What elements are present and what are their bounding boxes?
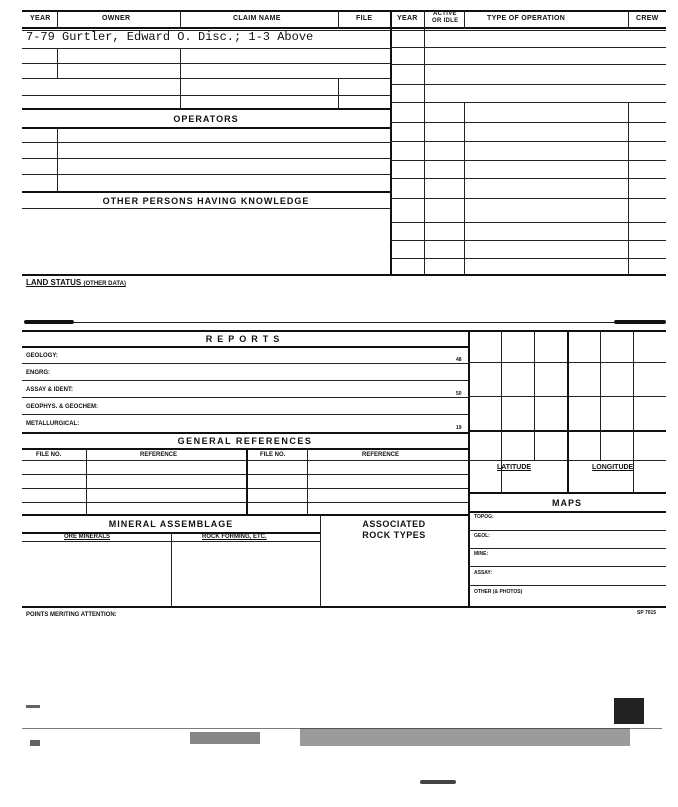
- header-year: YEAR: [30, 15, 51, 22]
- general-references-heading: GENERAL REFERENCES: [177, 436, 313, 446]
- row-year: 7-79: [26, 30, 55, 44]
- report-metallurgical: METALLURGICAL:: [26, 421, 80, 427]
- header-year-2: YEAR: [397, 15, 418, 22]
- other-persons-heading: OTHER PERSONS HAVING KNOWLEDGE: [102, 196, 310, 206]
- header-owner: OWNER: [102, 15, 131, 22]
- report-engrg: ENGRG:: [26, 370, 50, 376]
- ore-minerals-label: ORE MINERALS: [64, 534, 111, 540]
- latitude-label: LATITUDE: [497, 464, 532, 471]
- report-metallurgical-num: 19: [456, 425, 462, 431]
- land-status-sub: (OTHER DATA): [83, 281, 126, 287]
- ref-reference: REFERENCE: [140, 452, 178, 458]
- report-assay-num: 50: [456, 391, 462, 397]
- row-claim-name: Disc.; 1-3 Above: [198, 30, 314, 44]
- map-assay: ASSAY:: [474, 570, 493, 576]
- associated-label-2: ROCK TYPES: [362, 530, 426, 540]
- mineral-assemblage-heading: MINERAL ASSEMBLAGE: [108, 519, 234, 529]
- report-geology: GEOLOGY:: [26, 353, 58, 359]
- report-geophys: GEOPHYS. & GEOCHEM:: [26, 404, 99, 410]
- points-meriting-attention: POINTS MERITING ATTENTION:: [26, 612, 117, 618]
- map-mine: MINE:: [474, 551, 489, 557]
- header-type-of-operation: TYPE OF OPERATION: [487, 15, 566, 22]
- report-assay: ASSAY & IDENT:: [26, 387, 74, 393]
- header-file: FILE: [356, 15, 373, 22]
- longitude-label: LONGITUDE: [592, 464, 634, 471]
- operators-heading: OPERATORS: [173, 114, 239, 124]
- header-crew: CREW: [636, 15, 659, 22]
- header-active-2: OR IDLE: [432, 18, 459, 24]
- map-other: OTHER (& PHOTOS): [474, 589, 523, 595]
- map-geol: GEOL:: [474, 533, 490, 539]
- header-active-1: ACTIVE: [433, 11, 457, 17]
- land-status: [26, 278, 126, 287]
- reports-heading: REPORTS: [205, 334, 285, 344]
- divider-left-bar: [24, 320, 74, 324]
- map-topog: TOPOG:: [474, 514, 494, 520]
- ref-file-no-2: FILE NO.: [260, 452, 286, 458]
- ref-reference-2: REFERENCE: [362, 452, 400, 458]
- land-status-label: LAND STATUS: [26, 278, 82, 287]
- header-claim-name: CLAIM NAME: [233, 15, 281, 22]
- divider-right-bar: [614, 320, 666, 324]
- ref-file-no: FILE NO.: [36, 452, 62, 458]
- row-owner: Gurtler, Edward O.: [62, 30, 192, 44]
- associated-label-1: ASSOCIATED: [362, 519, 426, 529]
- form-code: SP 7015: [637, 610, 657, 616]
- rock-forming-label: ROCK FORMING, ETC.: [202, 534, 267, 540]
- maps-heading: MAPS: [551, 498, 582, 508]
- report-geology-num: 48: [456, 357, 462, 363]
